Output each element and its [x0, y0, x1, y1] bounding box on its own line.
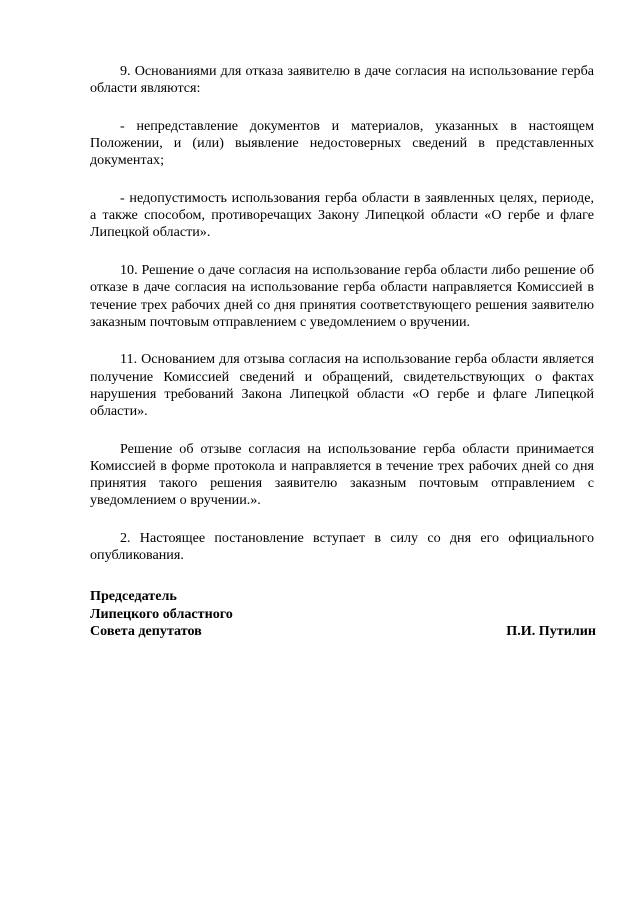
signature-row [90, 623, 596, 641]
paragraph-refusal-ground-2: - недопустимость использования герба области в заявленных целях, периоде, а также способом, противоречащих Закону Липецкой области «О гербе и флаге Липецкой области». [90, 190, 594, 241]
paragraph-item-9: 9. Основаниями для отказа заявителю в даче согласия на использование герба области являются: [90, 63, 594, 97]
signatory-name: П.И. Путилин [506, 623, 596, 640]
paragraph-effective-date: 2. Настоящее постановление вступает в силу со дня его официального опубликования. [90, 530, 594, 564]
paragraph-refusal-ground-1: - непредставление документов и материалов, указанных в настоящем Положении, и (или) выявление недостоверных сведений в представленных документах; [90, 117, 594, 169]
document-body [90, 63, 594, 564]
paragraph-revocation-decision: Решение об отзыве согласия на использование герба области принимается Комиссией в форме протокола и направляется в течение трех рабочих дней со дня принятия такого решения заявителю заказным почтовым отправлением с уведомлением о вручении.». [90, 440, 594, 509]
signatory-position-line-2: Липецкого областного [90, 605, 233, 622]
signatory-position-line-1: Председатель [90, 588, 177, 604]
signatory-position-line-3: Совета депутатов [90, 623, 202, 640]
signature-block [90, 588, 596, 641]
paragraph-item-11: 11. Основанием для отзыва согласия на использование герба области является получение Комиссией сведений и обращений, свидетельствующих о фактах нарушения требований Закона Липецкой области «О гербе и флаге Липецкой области». [90, 351, 594, 420]
paragraph-item-10: 10. Решение о даче согласия на использование герба области либо решение об отказе в даче согласия на использование герба области направляется Комиссией в течение трех рабочих дней со дня принятия соответствующего решения заявителю заказным почтовым отправлением с уведомлением о вручении. [90, 262, 594, 330]
